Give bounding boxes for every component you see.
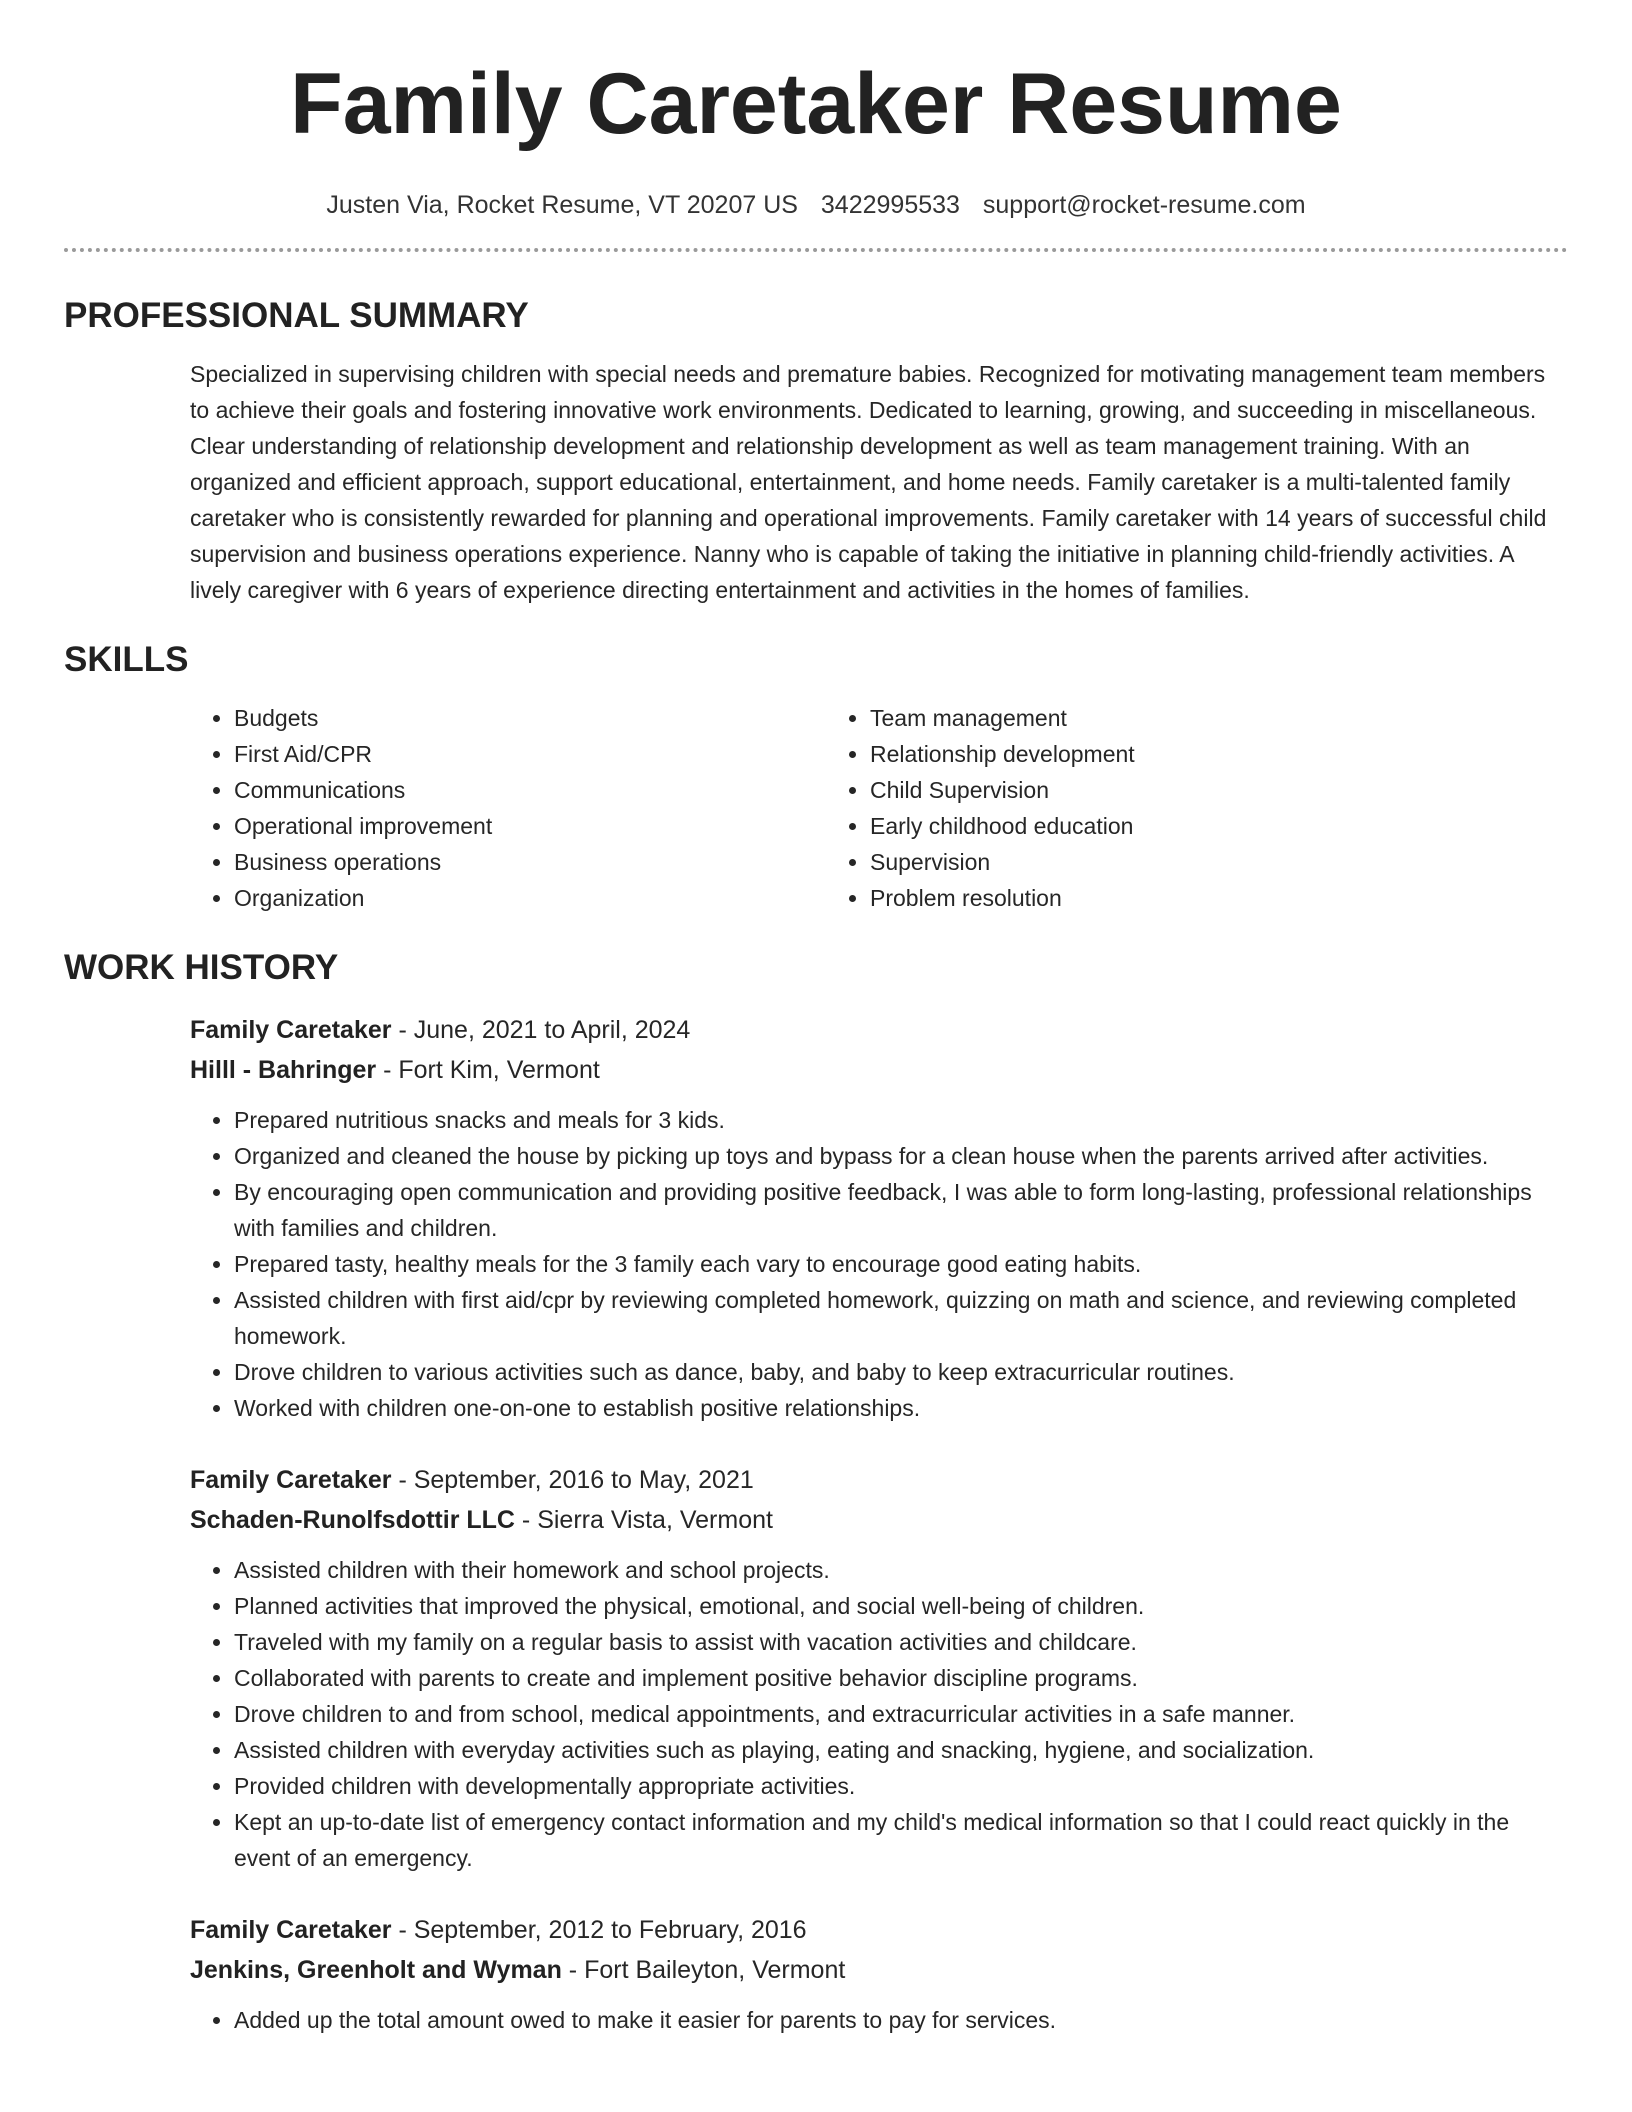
job-dates: - September, 2016 to May, 2021 (391, 1466, 754, 1494)
job-title: Family Caretaker (190, 1916, 392, 1944)
work-history-heading: WORK HISTORY (64, 948, 339, 987)
contact-line (64, 188, 1568, 222)
skills-heading: SKILLS (64, 640, 189, 679)
job-company-line (190, 1050, 1568, 1090)
job-bullet: • Drove children to various activities such as dance, baby, and baby to keep extracurricular routines. (234, 1354, 1568, 1390)
job-bullet: • Assisted children with everyday activities such as playing, eating and snacking, hygiene, and socialization. (234, 1732, 1568, 1768)
job-bullets (190, 2002, 1568, 2038)
job-bullet: • Prepared nutritious snacks and meals for 3 kids. (234, 1102, 1568, 1138)
job-title-line (190, 1910, 1568, 1950)
job-bullet: • Drove children to and from school, medical appointments, and extracurricular activities in a safe manner. (234, 1696, 1568, 1732)
job-dates: - June, 2021 to April, 2024 (391, 1016, 691, 1044)
skill-item: • Operational improvement (234, 808, 826, 844)
job-bullet: • Added up the total amount owed to make it easier for parents to pay for services. (234, 2002, 1568, 2038)
skill-item: • Business operations (234, 844, 826, 880)
contact-email: support@rocket-resume.com (982, 191, 1306, 219)
resume-title: Family Caretaker Resume (290, 56, 1342, 152)
job-title: Family Caretaker (190, 1466, 392, 1494)
job-company-line (190, 1500, 1568, 1540)
header-divider (64, 248, 1568, 252)
summary-text: Specialized in supervising children with special needs and premature babies. Recognized for motivating management team members to achieve their goals and fostering innovative work environments. Dedicated to learning, growing, and succeeding in miscellaneous. Clear understanding of relationship development and relationship development as well as team management training. With an organized and efficient approach, support educational, entertainment, and home needs. Family caretaker is a multi-talented family caretaker who is consistently rewarded for planning and operational improvements. Family caretaker with 14 years of successful child supervision and business operations experience. Nanny who is capable of taking the initiative in planning child-friendly activities. A lively caregiver with 6 years of experience directing entertainment and activities in the homes of families. (190, 361, 1547, 603)
job-location: - Sierra Vista, Vermont (514, 1506, 773, 1534)
skill-item: • Problem resolution (870, 880, 1426, 916)
job-entry (190, 1010, 1568, 1426)
job-title: Family Caretaker (190, 1016, 392, 1044)
job-company: Schaden-Runolfsdottir LLC (190, 1506, 515, 1534)
job-bullet: • Traveled with my family on a regular basis to assist with vacation activities and childcare. (234, 1624, 1568, 1660)
skill-item: • Budgets (234, 700, 826, 736)
job-bullet: • Assisted children with their homework and school projects. (234, 1552, 1568, 1588)
skills-grid (190, 700, 1568, 916)
skills-column-left (190, 700, 826, 916)
job-company-line (190, 1950, 1568, 1990)
contact-address: Justen Via, Rocket Resume, VT 20207 US (326, 191, 798, 219)
contact-phone: 3422995533 (820, 191, 960, 219)
job-bullet: • Planned activities that improved the physical, emotional, and social well-being of children. (234, 1588, 1568, 1624)
skills-column-right (826, 700, 1426, 916)
skill-item: • First Aid/CPR (234, 736, 826, 772)
job-bullet: • Prepared tasty, healthy meals for the 3 family each vary to encourage good eating habits. (234, 1246, 1568, 1282)
job-company: Jenkins, Greenholt and Wyman (190, 1956, 562, 1984)
job-bullet: • By encouraging open communication and providing positive feedback, I was able to form long-lasting, professional relationships with families and children. (234, 1174, 1568, 1246)
job-location: - Fort Baileyton, Vermont (561, 1956, 846, 1984)
skill-item: • Child Supervision (870, 772, 1426, 808)
job-location: - Fort Kim, Vermont (376, 1056, 600, 1084)
skill-item: • Communications (234, 772, 826, 808)
work-history-section (64, 946, 1568, 2038)
job-bullet: • Kept an up-to-date list of emergency contact information and my child's medical information so that I could react quickly in the event of an emergency. (234, 1804, 1568, 1876)
skill-item: • Organization (234, 880, 826, 916)
job-company: Hilll - Bahringer (190, 1056, 377, 1084)
skill-item: • Supervision (870, 844, 1426, 880)
job-bullet: • Collaborated with parents to create and implement positive behavior discipline programs. (234, 1660, 1568, 1696)
job-title-line (190, 1460, 1568, 1500)
job-bullet: • Organized and cleaned the house by picking up toys and bypass for a clean house when the parents arrived after activities. (234, 1138, 1568, 1174)
job-bullet: • Assisted children with first aid/cpr by reviewing completed homework, quizzing on math and science, and reviewing completed homework. (234, 1282, 1568, 1354)
job-dates: - September, 2012 to February, 2016 (391, 1916, 807, 1944)
job-bullet: • Worked with children one-on-one to establish positive relationships. (234, 1390, 1568, 1426)
job-bullet: • Provided children with developmentally appropriate activities. (234, 1768, 1568, 1804)
job-title-line (190, 1010, 1568, 1050)
skills-section (64, 638, 1568, 916)
professional-summary-section (64, 294, 1568, 608)
job-entry (190, 1460, 1568, 1876)
summary-heading: PROFESSIONAL SUMMARY (64, 296, 529, 335)
skill-item: • Early childhood education (870, 808, 1426, 844)
job-bullets (190, 1552, 1568, 1876)
job-entry (190, 1910, 1568, 2038)
skill-item: • Team management (870, 700, 1426, 736)
job-bullets (190, 1102, 1568, 1426)
skill-item: • Relationship development (870, 736, 1426, 772)
